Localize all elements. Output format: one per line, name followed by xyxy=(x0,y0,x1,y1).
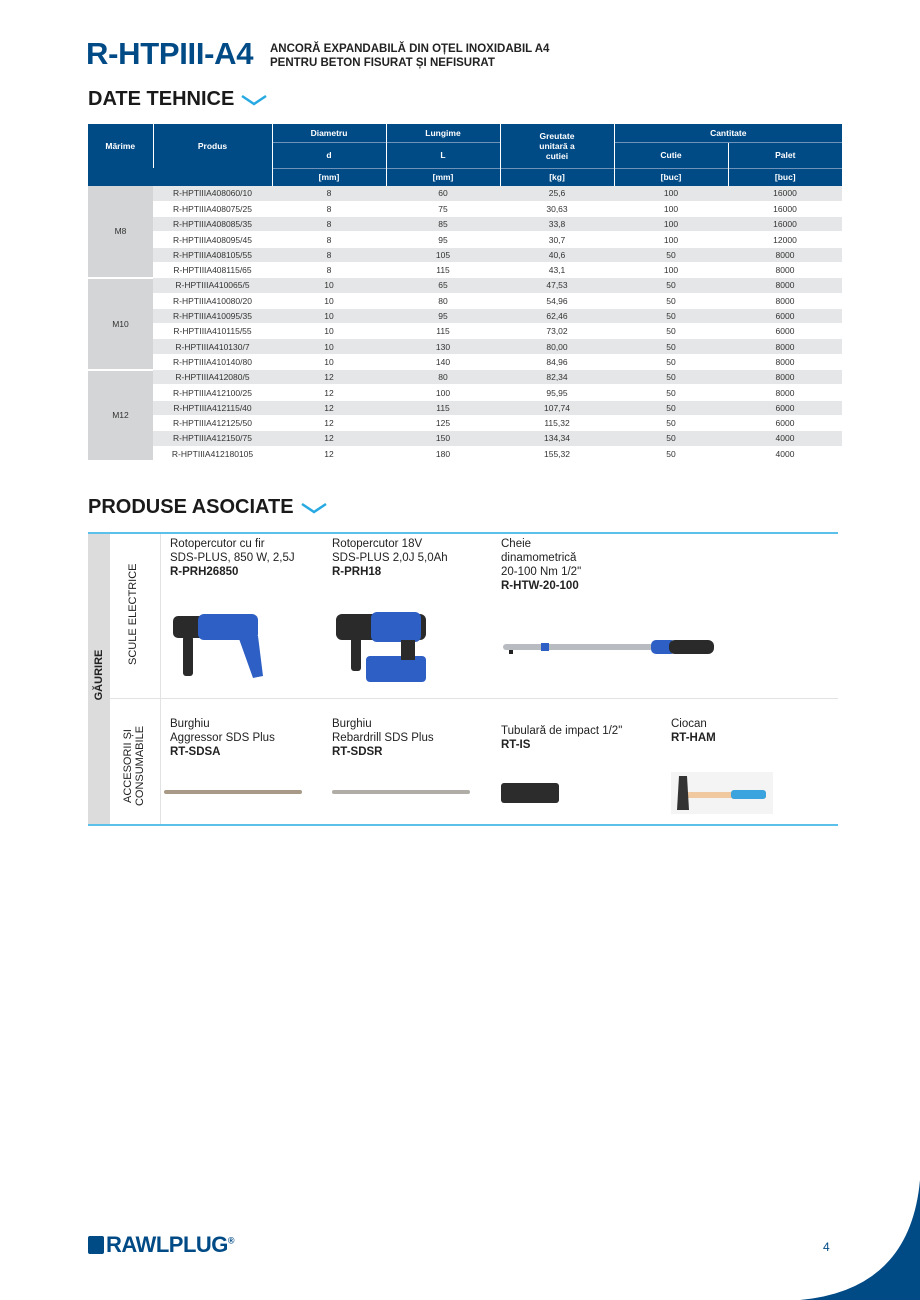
length-cell: 115 xyxy=(386,262,500,277)
unit-box: [buc] xyxy=(614,168,728,186)
diameter-cell: 10 xyxy=(272,293,386,308)
impact-socket-image xyxy=(501,782,561,804)
rawlplug-logo: RAWLPLUG® xyxy=(88,1232,234,1258)
box-qty-cell: 50 xyxy=(614,339,728,354)
length-cell: 65 xyxy=(386,278,500,293)
length-cell: 105 xyxy=(386,247,500,262)
diameter-cell: 10 xyxy=(272,308,386,323)
length-cell: 140 xyxy=(386,354,500,369)
table-row xyxy=(88,217,842,232)
length-cell: 115 xyxy=(386,400,500,415)
length-cell: 180 xyxy=(386,446,500,461)
table-row xyxy=(88,262,842,277)
table-row xyxy=(88,324,842,339)
product-code-cell: R-HPTIIIA408060/10 xyxy=(153,186,272,201)
product-description: Rebardrill SDS Plus xyxy=(332,732,434,744)
weight-cell: 25,6 xyxy=(500,186,614,201)
header-L: L xyxy=(386,142,500,168)
size-cell: M10 xyxy=(88,278,153,370)
product-description: dinamometrică xyxy=(501,552,577,564)
product-code-cell: R-HPTIIIA408075/25 xyxy=(153,201,272,216)
product-card[interactable] xyxy=(501,724,622,752)
section-title: PRODUSE ASOCIATE xyxy=(88,496,294,518)
length-cell: 80 xyxy=(386,370,500,385)
product-description: Ciocan xyxy=(671,718,707,730)
weight-cell: 80,00 xyxy=(500,339,614,354)
pallet-qty-cell: 8000 xyxy=(728,339,842,354)
length-cell: 100 xyxy=(386,385,500,400)
category-power-tools: SCULE ELECTRICE xyxy=(127,563,139,665)
box-qty-cell: 100 xyxy=(614,217,728,232)
chevron-down-icon xyxy=(240,93,268,107)
box-qty-cell: 50 xyxy=(614,370,728,385)
category-line: ACCESORII ȘI xyxy=(122,729,134,803)
section-title: DATE TEHNICE xyxy=(88,88,235,110)
product-code-cell: R-HPTIIIA410130/7 xyxy=(153,339,272,354)
diameter-cell: 12 xyxy=(272,400,386,415)
group-label: GĂURIRE xyxy=(93,649,105,701)
product-description: Rotopercutor 18V xyxy=(332,538,423,550)
product-code-cell: R-HPTIIIA410080/20 xyxy=(153,293,272,308)
header-size: Mărime xyxy=(88,124,153,168)
weight-cell: 40,6 xyxy=(500,247,614,262)
chevron-down-icon xyxy=(300,501,328,515)
table-row xyxy=(88,308,842,323)
pallet-qty-cell: 8000 xyxy=(728,370,842,385)
weight-cell: 134,34 xyxy=(500,431,614,446)
diameter-cell: 8 xyxy=(272,186,386,201)
box-qty-cell: 50 xyxy=(614,385,728,400)
product-card[interactable] xyxy=(170,717,275,759)
box-qty-cell: 50 xyxy=(614,293,728,308)
product-code-cell: R-HPTIIIA408105/55 xyxy=(153,247,272,262)
pallet-qty-cell: 4000 xyxy=(728,446,842,461)
product-description: Burghiu xyxy=(332,718,372,730)
divider xyxy=(160,534,161,824)
product-card[interactable] xyxy=(170,537,295,579)
table-row xyxy=(88,370,842,385)
diameter-cell: 12 xyxy=(272,446,386,461)
category-line: CONSUMABILE xyxy=(134,725,146,807)
product-description: SDS-PLUS 2,0J 5,0Ah xyxy=(332,552,448,564)
length-cell: 150 xyxy=(386,431,500,446)
diameter-cell: 12 xyxy=(272,415,386,430)
box-qty-cell: 50 xyxy=(614,308,728,323)
group-column xyxy=(88,534,110,824)
product-code: RT-IS xyxy=(501,739,531,751)
unit-weight: [kg] xyxy=(500,168,614,186)
header-weight: Greutate unitară a cutiei xyxy=(500,124,614,168)
pallet-qty-cell: 8000 xyxy=(728,247,842,262)
product-card[interactable] xyxy=(332,717,434,759)
product-description: 20-100 Nm 1/2" xyxy=(501,566,582,578)
product-code-cell: R-HPTIIIA412115/40 xyxy=(153,400,272,415)
weight-cell: 47,53 xyxy=(500,278,614,293)
corded-hammer-drill-image xyxy=(168,606,278,691)
box-qty-cell: 50 xyxy=(614,247,728,262)
pallet-qty-cell: 6000 xyxy=(728,415,842,430)
pallet-qty-cell: 6000 xyxy=(728,324,842,339)
weight-cell: 30,63 xyxy=(500,201,614,216)
unit-d: [mm] xyxy=(272,168,386,186)
header-pallet: Palet xyxy=(728,142,842,168)
length-cell: 125 xyxy=(386,415,500,430)
weight-cell: 84,96 xyxy=(500,354,614,369)
torque-wrench-image xyxy=(501,634,721,664)
pallet-qty-cell: 8000 xyxy=(728,293,842,308)
table-row xyxy=(88,415,842,430)
pallet-qty-cell: 12000 xyxy=(728,232,842,247)
corner-decoration xyxy=(800,1180,920,1300)
diameter-cell: 12 xyxy=(272,370,386,385)
table-row xyxy=(88,385,842,400)
pallet-qty-cell: 16000 xyxy=(728,186,842,201)
pallet-qty-cell: 6000 xyxy=(728,308,842,323)
length-cell: 85 xyxy=(386,217,500,232)
table-row xyxy=(88,354,842,369)
pallet-qty-cell: 8000 xyxy=(728,354,842,369)
product-subtitle xyxy=(270,42,549,70)
product-code-cell: R-HPTIIIA412150/75 xyxy=(153,431,272,446)
header-quantity: Cantitate xyxy=(614,124,842,142)
section-heading-tech xyxy=(88,88,268,111)
subtitle-line: ANCORĂ EXPANDABILĂ DIN OȚEL INOXIDABIL A4 xyxy=(270,43,550,55)
weight-cell: 155,32 xyxy=(500,446,614,461)
length-cell: 115 xyxy=(386,324,500,339)
box-qty-cell: 50 xyxy=(614,400,728,415)
table-row xyxy=(88,247,842,262)
product-code-cell: R-HPTIIIA408085/35 xyxy=(153,217,272,232)
pallet-qty-cell: 4000 xyxy=(728,431,842,446)
product-card[interactable] xyxy=(332,537,448,579)
product-code-cell: R-HPTIIIA412125/50 xyxy=(153,415,272,430)
product-code-cell: R-HPTIIIA408115/65 xyxy=(153,262,272,277)
box-qty-cell: 100 xyxy=(614,186,728,201)
header-d: d xyxy=(272,142,386,168)
logo-mark-icon xyxy=(88,1236,104,1254)
product-code: RT-SDSR xyxy=(332,746,383,758)
product-code-cell: R-HPTIIIA408095/45 xyxy=(153,232,272,247)
header-box: Cutie xyxy=(614,142,728,168)
diameter-cell: 10 xyxy=(272,339,386,354)
box-qty-cell: 50 xyxy=(614,278,728,293)
box-qty-cell: 50 xyxy=(614,446,728,461)
category-accessories xyxy=(122,716,146,816)
weight-cell: 82,34 xyxy=(500,370,614,385)
associated-products xyxy=(88,532,838,826)
box-qty-cell: 100 xyxy=(614,262,728,277)
weight-cell: 107,74 xyxy=(500,400,614,415)
weight-cell: 33,8 xyxy=(500,217,614,232)
header-units-blank xyxy=(88,168,272,186)
table-row xyxy=(88,446,842,461)
product-code-cell: R-HPTIIIA412080/5 xyxy=(153,370,272,385)
length-cell: 95 xyxy=(386,232,500,247)
pallet-qty-cell: 8000 xyxy=(728,278,842,293)
divider xyxy=(110,698,838,699)
length-cell: 75 xyxy=(386,201,500,216)
weight-cell: 73,02 xyxy=(500,324,614,339)
box-qty-cell: 50 xyxy=(614,431,728,446)
weight-cell: 30,7 xyxy=(500,232,614,247)
weight-cell: 43,1 xyxy=(500,262,614,277)
diameter-cell: 8 xyxy=(272,201,386,216)
logo-text: RAWLPLUG xyxy=(106,1232,228,1257)
hammer-image xyxy=(671,772,773,814)
rebar-drill-bit-image xyxy=(332,788,472,796)
product-code: R-HTW-20-100 xyxy=(501,580,579,592)
length-cell: 95 xyxy=(386,308,500,323)
box-qty-cell: 100 xyxy=(614,201,728,216)
product-code-cell: R-HPTIIIA410065/5 xyxy=(153,278,272,293)
header-diameter: Diametru xyxy=(272,124,386,142)
box-qty-cell: 50 xyxy=(614,324,728,339)
diameter-cell: 8 xyxy=(272,217,386,232)
diameter-cell: 10 xyxy=(272,278,386,293)
header-length: Lungime xyxy=(386,124,500,142)
unit-L: [mm] xyxy=(386,168,500,186)
product-description: Rotopercutor cu fir xyxy=(170,538,265,550)
diameter-cell: 12 xyxy=(272,431,386,446)
product-code-cell: R-HPTIIIA412100/25 xyxy=(153,385,272,400)
length-cell: 130 xyxy=(386,339,500,354)
product-card[interactable] xyxy=(501,537,581,593)
box-qty-cell: 50 xyxy=(614,354,728,369)
length-cell: 80 xyxy=(386,293,500,308)
diameter-cell: 10 xyxy=(272,354,386,369)
table-row xyxy=(88,400,842,415)
subtitle-line: PENTRU BETON FISURAT ȘI NEFISURAT xyxy=(270,57,495,69)
page-number: 4 xyxy=(823,1240,830,1254)
size-cell: M12 xyxy=(88,370,153,462)
box-qty-cell: 100 xyxy=(614,232,728,247)
section-heading-associated xyxy=(88,496,328,519)
diameter-cell: 8 xyxy=(272,247,386,262)
product-code: RT-HAM xyxy=(671,732,716,744)
pallet-qty-cell: 6000 xyxy=(728,400,842,415)
diameter-cell: 8 xyxy=(272,262,386,277)
unit-pallet: [buc] xyxy=(728,168,842,186)
length-cell: 60 xyxy=(386,186,500,201)
table-row xyxy=(88,431,842,446)
technical-data-table xyxy=(88,124,842,462)
diameter-cell: 8 xyxy=(272,232,386,247)
product-description: Tubulară de impact 1/2" xyxy=(501,725,623,737)
header-product: Produs xyxy=(153,124,272,168)
pallet-qty-cell: 16000 xyxy=(728,201,842,216)
product-code-cell: R-HPTIIIA412180105 xyxy=(153,446,272,461)
product-description: Aggressor SDS Plus xyxy=(170,732,275,744)
weight-cell: 95,95 xyxy=(500,385,614,400)
product-code: RT-SDSA xyxy=(170,746,221,758)
cordless-hammer-drill-image xyxy=(331,606,441,691)
product-code-cell: R-HPTIIIA410115/55 xyxy=(153,324,272,339)
size-cell: M8 xyxy=(88,186,153,278)
product-code: R-PRH18 xyxy=(332,566,382,578)
product-code-cell: R-HPTIIIA410140/80 xyxy=(153,354,272,369)
pallet-qty-cell: 16000 xyxy=(728,217,842,232)
sds-drill-bit-image xyxy=(164,788,304,796)
product-description: Burghiu xyxy=(170,718,210,730)
table-row xyxy=(88,293,842,308)
table-row xyxy=(88,339,842,354)
weight-cell: 115,32 xyxy=(500,415,614,430)
product-code-cell: R-HPTIIIA410095/35 xyxy=(153,308,272,323)
product-title: R-HTPIII-A4 xyxy=(86,36,254,71)
weight-cell: 54,96 xyxy=(500,293,614,308)
table-row xyxy=(88,201,842,216)
weight-cell: 62,46 xyxy=(500,308,614,323)
pallet-qty-cell: 8000 xyxy=(728,262,842,277)
box-qty-cell: 50 xyxy=(614,415,728,430)
product-description: Cheie xyxy=(501,538,532,550)
product-code: R-PRH26850 xyxy=(170,566,239,578)
product-card[interactable] xyxy=(671,717,716,745)
diameter-cell: 12 xyxy=(272,385,386,400)
diameter-cell: 10 xyxy=(272,324,386,339)
pallet-qty-cell: 8000 xyxy=(728,385,842,400)
table-row xyxy=(88,186,842,201)
table-row xyxy=(88,232,842,247)
product-description: SDS-PLUS, 850 W, 2,5J xyxy=(170,552,295,564)
table-row xyxy=(88,278,842,293)
